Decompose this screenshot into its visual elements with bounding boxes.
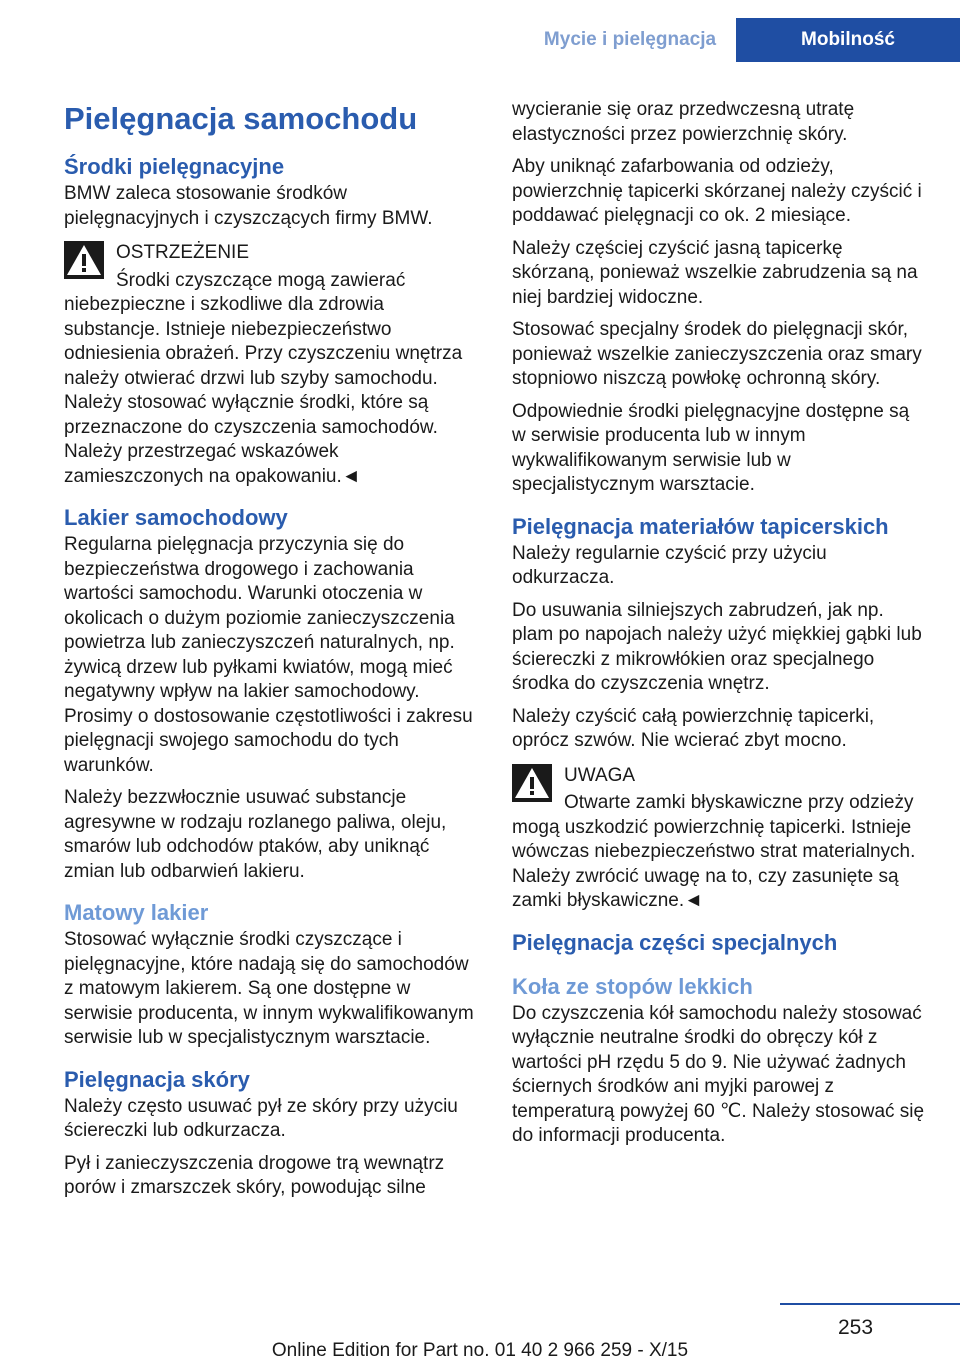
warning-box (512, 764, 927, 914)
paragraph: Należy często usuwać pył ze skóry przy użyciu ściereczki lub odkurzacza. (64, 1095, 458, 1141)
tab-section[interactable]: Mycie i pielęgnacja (524, 18, 736, 62)
subsection-heading: Koła ze stopów lekkich (512, 973, 753, 999)
paragraph: Aby uniknąć zafarbowania od odzieży, powierzchnię tapicerki skórzanej należy czyścić i poddawać pielęgnacji co ok. 2 miesiące. (512, 156, 922, 226)
paragraph: Pył i zanieczyszczenia drogowe trą wewnątrz porów i zmarszczek skóry, powodując silne (64, 1152, 445, 1198)
warning-box (64, 241, 479, 489)
page-title: Pielęgnacja samochodu (64, 101, 418, 136)
tab-active[interactable]: Mobilność (736, 18, 960, 62)
paragraph: wycieranie się oraz przedwczesną utratę elastyczności przez powierzchnię skóry. (512, 99, 855, 145)
paragraph: Regularna pielęgnacja przyczynia się do bezpieczeństwa drogowego i zachowania wartości samochodu. Warunki otoczenia w okolicach o dużym poziomie zanieczyszczenia powietrza lub zanieczyszczeń naturalnych, np. żywicą drzew lub pyłkami kwiatów, mogą mieć negatywny wpływ na lakier samochodowy. Prosimy o dostosowanie częstotliwości i zakresu pielęgnacji swojego samochodu do tych warunków. (64, 534, 473, 776)
warning-triangle-icon (64, 241, 104, 279)
section-heading: Pielęgnacja skóry (64, 1066, 250, 1092)
section-heading: Lakier samochodowy (64, 505, 288, 530)
page-header (0, 0, 960, 62)
paragraph: Odpowiednie środki pielęgnacyjne dostępne są w serwisie producenta lub w innym wykwalifikowanym serwisie lub w specjalistycznym warsztacie. (512, 400, 910, 495)
paragraph: Należy bezzwłocznie usuwać substancje agresywne w rodzaju rozlanego paliwa, oleju, smarów lub odchodów ptaków, aby uniknąć zmian lub odbarwień lakieru. (64, 787, 447, 882)
warning-triangle-icon (512, 764, 552, 802)
page-number: 253 (838, 1316, 874, 1339)
edition-footer: Online Edition for Part no. 01 40 2 966 259 - X/15 (271, 1340, 689, 1361)
paragraph: Należy częściej czyścić jasną tapicerkę skórzaną, ponieważ wszelkie zabrudzenia są na niej bardziej widoczne. (512, 237, 918, 308)
paragraph: Należy regularnie czyścić przy użyciu odkurzacza. (512, 542, 827, 588)
paragraph: Stosować specjalny środek do pielęgnacji skór, ponieważ wszelkie zanieczyszczenia oraz smary stopniowo niszczą powłokę ochronną skóry. (512, 319, 922, 389)
paragraph: Do usuwania silniejszych zabrudzeń, jak np. plam po napojach należy użyć miękkiej gąbki lub ściereczki z mikrowłókien oraz specjalnego środka do czyszczenia wnętrz. (512, 599, 922, 694)
warning-title: UWAGA (564, 764, 636, 786)
right-column (512, 98, 927, 1157)
section-heading: Środki pielęgnacyjne (64, 154, 285, 179)
subsection-heading: Matowy lakier (64, 900, 209, 925)
section-heading: Pielęgnacja części specjalnych (512, 929, 838, 955)
warning-body: Środki czyszczące mogą zawierać niebezpieczne i szkodliwe dla zdrowia substancje. Istnieje niebezpieczeństwo odniesienia obrażeń. Przy czyszczeniu wnętrza należy otwierać drzwi lub szyby samochodu. Należy stosować wyłącznie środki, które są przeznaczone do czyszczenia samochodów. Należy przestrzegać wskazówek zamieszczonych na opakowaniu.◄ (64, 269, 463, 487)
left-column (64, 100, 479, 1209)
section-heading: Pielęgnacja materiałów tapicerskich (512, 513, 889, 539)
paragraph: BMW zaleca stosowanie środków pielęgnacyjnych i czyszczących firmy BMW. (64, 183, 433, 229)
paragraph: Stosować wyłącznie środki czyszczące i pielęgnacyjne, które nadają się do samochodów z matowym lakierem. Są one dostępne w serwisie producenta, w innym wykwalifikowanym serwisie lub w specjalistycznym warsztacie. (64, 929, 474, 1048)
paragraph: Należy czyścić całą powierzchnię tapicerki, oprócz szwów. Nie wcierać zbyt mocno. (512, 705, 875, 751)
footer-divider (780, 1303, 960, 1305)
warning-body: Otwarte zamki błyskawiczne przy odzieży mogą uszkodzić powierzchnię tapicerki. Istnieje wówczas niebezpieczeństwo strat materialnych. Należy zwrócić uwagę na to, czy zasunięte są zamki błyskawiczne.◄ (512, 792, 916, 911)
paragraph: Do czyszczenia kół samochodu należy stosować wyłącznie neutralne środki do obręczy kół z wartości pH rzędu 5 do 9. Nie używać żadnych ściernych środków ani myjki parowej z temperaturą powyżej 60 ℃. Należy stosować się do informacji producenta. (512, 1002, 925, 1146)
warning-title: OSTRZEŻENIE (116, 242, 250, 263)
